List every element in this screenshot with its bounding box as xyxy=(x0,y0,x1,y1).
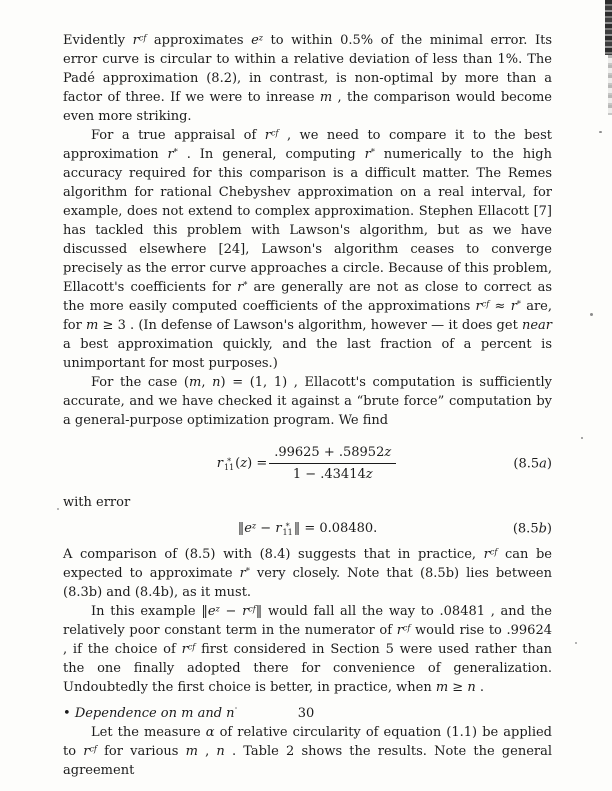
paragraph-3: For the case (m, n) = (1, 1) , Ellacott's computation is sufficiently accurate, and we have checked it against a “brute force” computation by a general-purpose optimization program. We find xyxy=(63,375,552,428)
equation-8-5a xyxy=(63,443,552,484)
equation-8-5a-lhs: r * 11 (z) = xyxy=(216,456,268,473)
equation-label-8-5a: (8.5a) xyxy=(513,456,552,471)
scan-speck xyxy=(235,707,237,709)
paragraph-5: In this example $‖e^z$ − $r^{cf}‖$ would fall all the way to .08481 , and the relatively poor constant term in the numerator of $r^{cf}$ would rise to .99624 , if the choice of $r^{cf}$ first considered in Section 5 were used rather than the one finally adopted there for convenience of generalization. Undoubtedly the first choice is better, in practice, when m ≥ n . xyxy=(63,604,552,695)
scan-speck xyxy=(575,642,577,644)
scan-artifact-edge xyxy=(605,0,612,55)
scan-speck xyxy=(590,313,593,316)
with-error-line: with error xyxy=(63,495,131,510)
paragraph-2: For a true appraisal of $r^{cf}$ , we need to compare it to the best approximation r* . In general, computing r* numerically to the high accuracy required for this comparison is a difficult matter. The Remes algorithm for rational Chebyshev approximation on a real interval, for example, does not extend to complex approximation. Stephen Ellacott [7] has tackled this problem with Lawson's algorithm, but as we have discussed elsewhere [24], Lawson's algorithm ceases to converge precisely as the error curve approaches a circle. Because of this problem, Ellacott's coefficients for r* are generally are not as close to correct as the more easily computed coefficients of the approximations $r^{cf} \approx r^*$ are, for m ≥ 3 . (In defense of Lawson's algorithm, however — it does get near a best approximation quickly, and the last fraction of a percent is unimportant for most purposes.) xyxy=(63,128,552,371)
equation-8-5b xyxy=(63,519,552,538)
bullet-heading: • Dependence on m and n xyxy=(63,706,235,721)
scan-speck xyxy=(57,508,59,510)
paragraph-1: Evidently $r^{cf}$ approximates $e^z$ to within 0.5% of the minimal error. Its error curve is circular to within a relative deviation of less than 1%. The Padé approximation (8.2), in contrast, is non-optimal by more than a factor of three. If we were to inrease m , the comparison would become even more striking. xyxy=(63,33,553,124)
section-spacer xyxy=(63,697,552,704)
scan-artifact-edge-faint xyxy=(608,55,612,115)
equation-8-5b-body: $‖e^z - r$ * 11 ‖ = 0.08480. xyxy=(237,521,378,538)
fraction xyxy=(269,443,396,484)
scan-speck xyxy=(581,437,583,439)
scan-speck xyxy=(599,131,602,133)
equation-label-8-5b: (8.5b) xyxy=(512,521,552,536)
paragraph-4: A comparison of (8.5) with (8.4) suggests that in practice, $r^{cf}$ can be expected to approximate r* very closely. Note that (8.5b) lies between (8.3b) and (8.4b), as it must. xyxy=(63,547,552,600)
fraction-denominator: 1 − .43414z xyxy=(292,467,373,482)
text-column xyxy=(63,31,552,780)
paragraph-6: Let the measure α of relative circularity of equation (1.1) be applied to $r^{cf}$ for various m , n . Table 2 shows the results. Note the general agreement xyxy=(63,725,553,778)
page-number: 30 xyxy=(297,706,315,721)
fraction-numerator: .99625 + .58952z xyxy=(269,443,396,464)
